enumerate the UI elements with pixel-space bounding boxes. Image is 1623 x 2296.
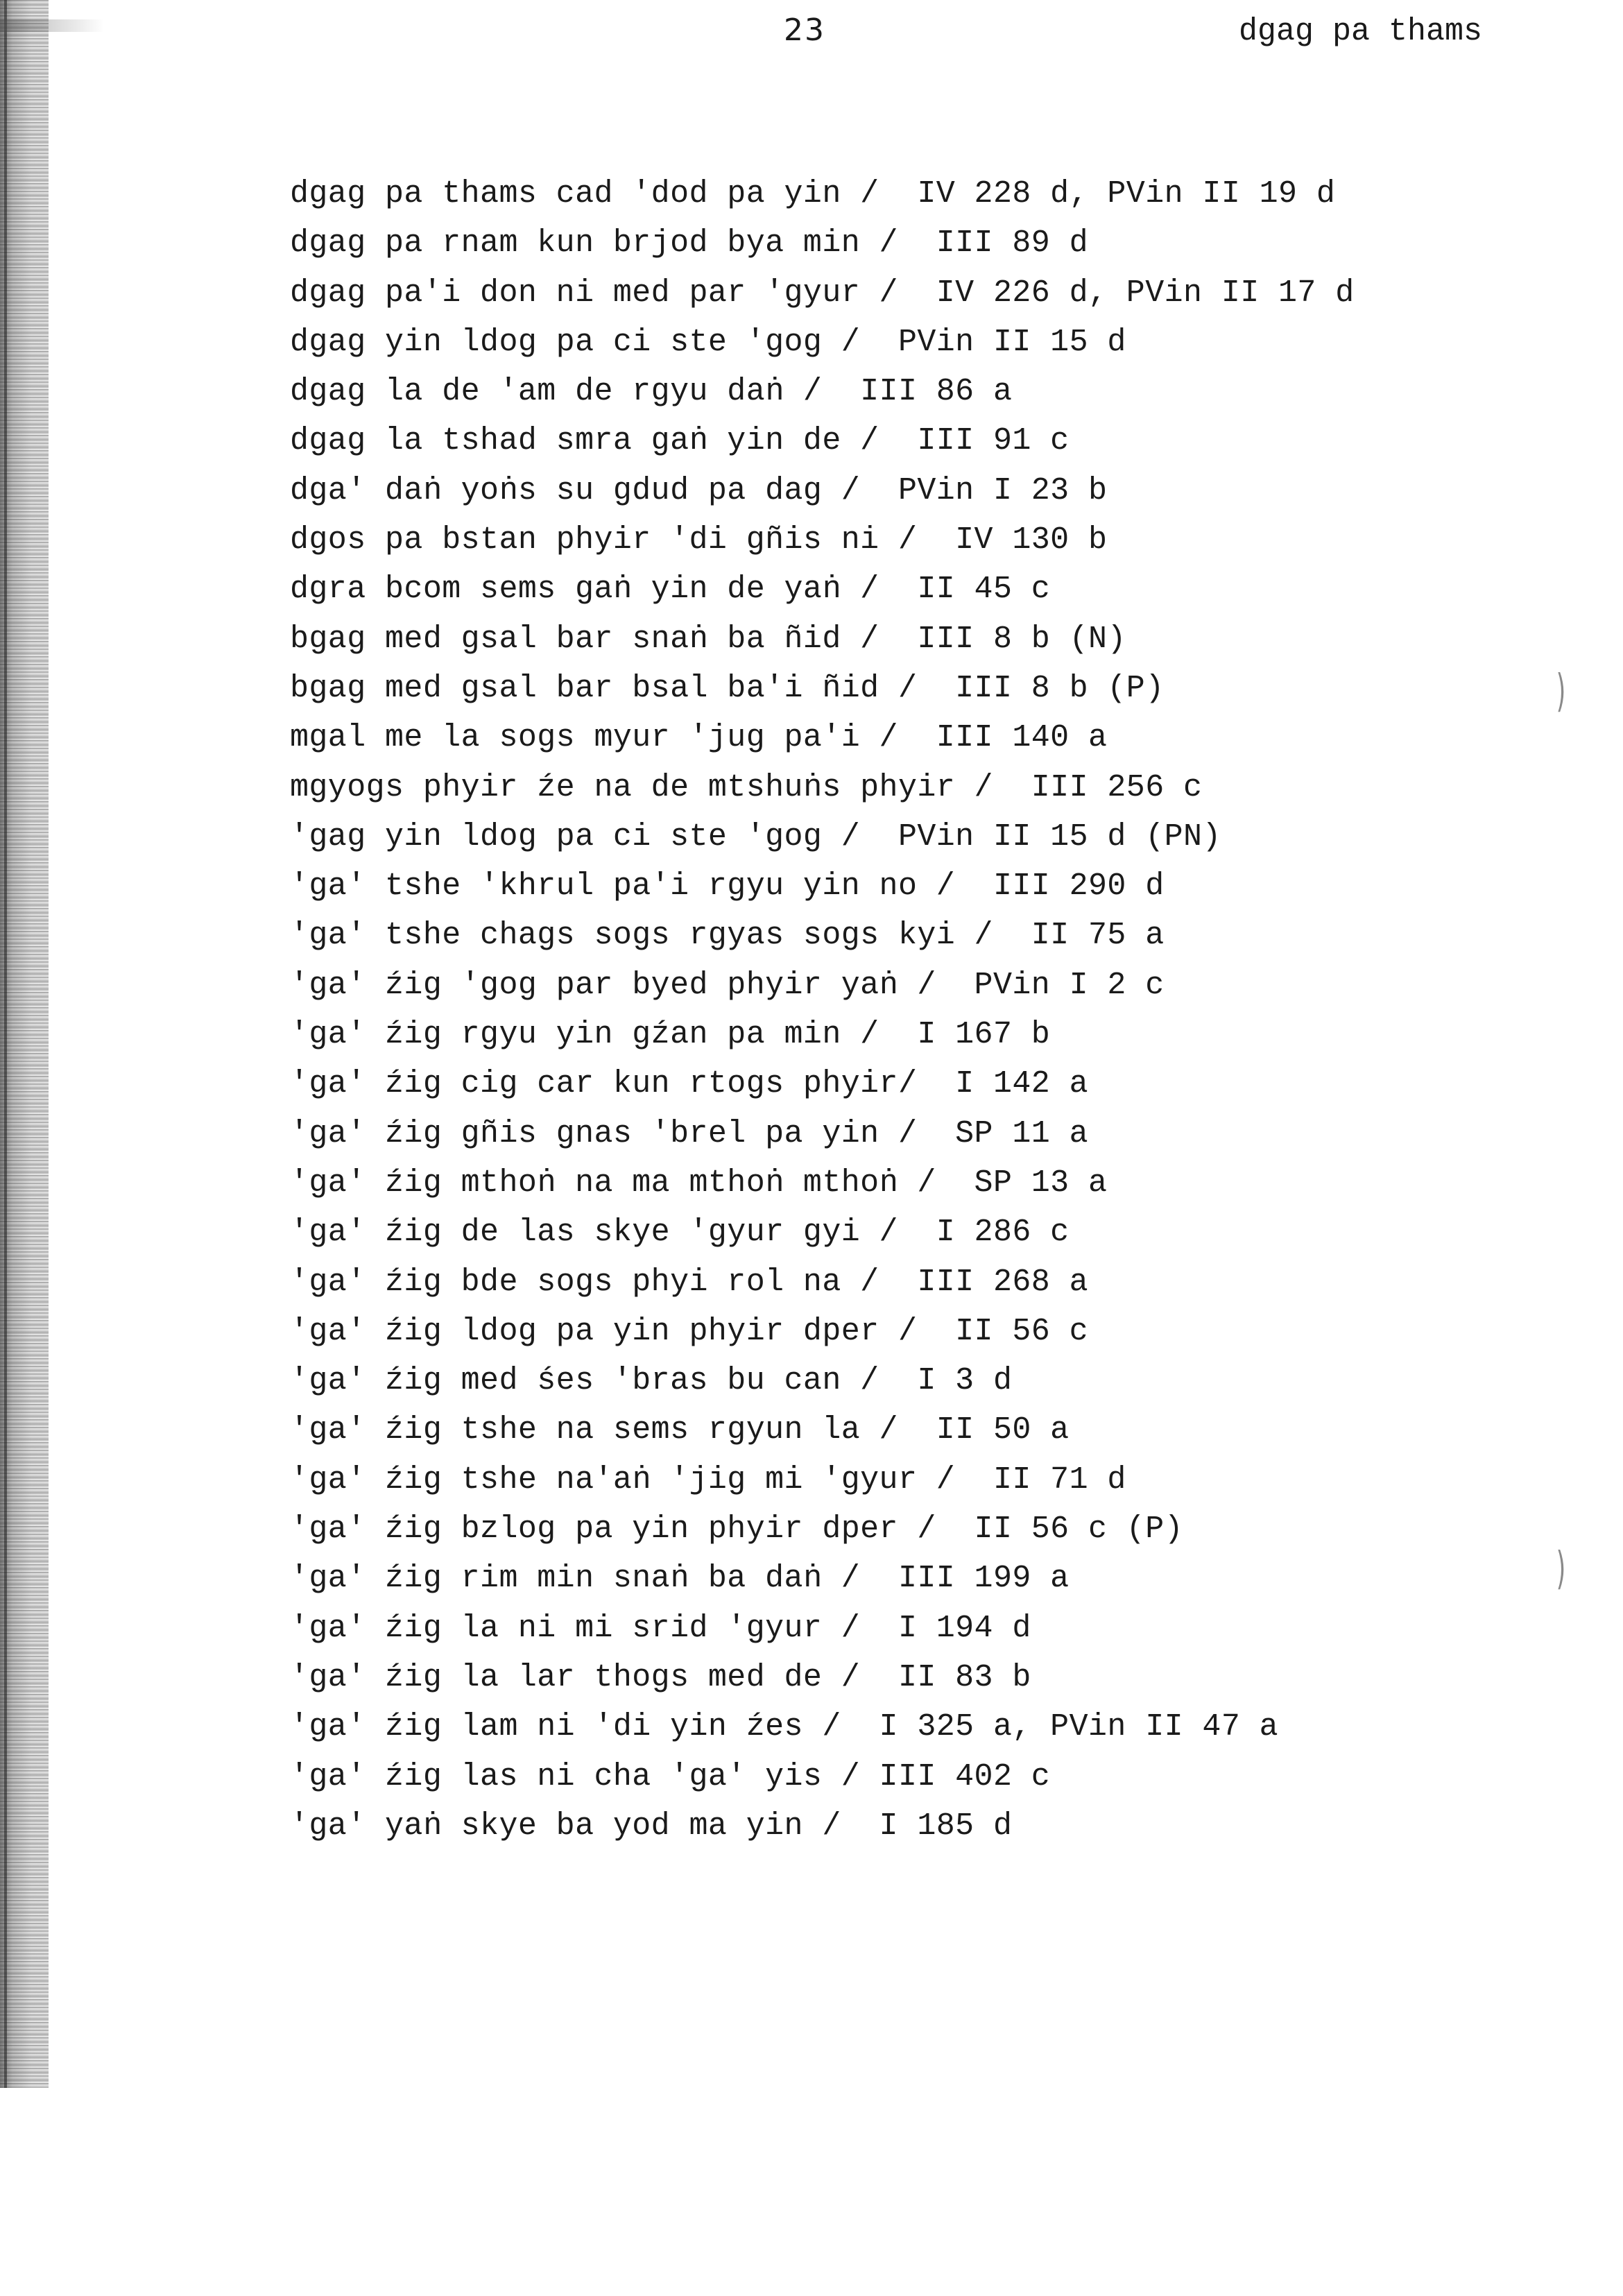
index-entry: dgag yin ldog pa ci ste 'gog / PVin II 15 d [290, 324, 1126, 360]
scan-edge-shadow [0, 0, 49, 2088]
index-entry: dgag pa rnam kun brjod bya min / III 89 d [290, 225, 1088, 262]
index-entry: 'ga' yaṅ skye ba yod ma yin / I 185 d [290, 1808, 1013, 1844]
page-number: 23 [784, 12, 825, 48]
index-entry: dgra bcom sems gaṅ yin de yaṅ / II 45 c [290, 572, 1051, 608]
index-entry: 'ga' tshe chags sogs rgyas sogs kyi / II 75 a [290, 918, 1165, 954]
scan-edge-mark [0, 19, 104, 32]
index-entry: 'ga' źig med śes 'bras bu can / I 3 d [290, 1363, 1013, 1399]
index-entry: 'ga' źig la lar thogs med de / II 83 b [290, 1659, 1031, 1695]
index-entry: 'ga' źig la ni mi srid 'gyur / I 194 d [290, 1610, 1031, 1646]
index-entry: 'ga' tshe 'khrul pa'i rgyu yin no / III 290 d [290, 868, 1165, 905]
index-entry: bgag med gsal bar snaṅ ba ñid / III 8 b (N) [290, 621, 1126, 657]
verse-index-list [290, 172, 1355, 1853]
index-entry: bgag med gsal bar bsal ba'i ñid / III 8 b (P) [290, 670, 1165, 706]
index-entry: dgag pa'i don ni med par 'gyur / IV 226 d, PVin II 17 d [290, 275, 1355, 311]
index-entry: 'ga' źig bzlog pa yin phyir dper / II 56 c (P) [290, 1511, 1184, 1548]
index-entry: 'ga' źig mthoṅ na ma mthoṅ mthoṅ / SP 13 a [290, 1165, 1108, 1201]
index-entry: 'ga' źig rim min snaṅ ba daṅ / III 199 a [290, 1561, 1070, 1597]
index-entry: 'ga' źig 'gog par byed phyir yaṅ / PVin I 2 c [290, 967, 1165, 1003]
index-entry: mgyogs phyir źe na de mtshuṅs phyir / III 256 c [290, 769, 1203, 805]
margin-bracket-mark: ) [1556, 1543, 1566, 1595]
index-entry: 'ga' źig tshe na sems rgyun la / II 50 a [290, 1412, 1070, 1448]
margin-bracket-mark: ) [1556, 666, 1566, 717]
index-entry: 'ga' źig cig car kun rtogs phyir/ I 142 a [290, 1066, 1088, 1102]
index-entry: 'ga' źig las ni cha 'ga' yis / III 402 c [290, 1758, 1051, 1794]
index-entry: dgag la tshad smra gaṅ yin de / III 91 c [290, 423, 1070, 459]
index-entry: 'ga' źig rgyu yin gźan pa min / I 167 b [290, 1017, 1051, 1053]
index-entry: 'ga' źig ldog pa yin phyir dper / II 56 c [290, 1313, 1088, 1349]
index-entry: dgag pa thams cad 'dod pa yin / IV 228 d, PVin II 19 d [290, 176, 1336, 212]
running-head: dgag pa thams [1239, 14, 1483, 49]
index-entry: 'ga' źig de las skye 'gyur gyi / I 286 c [290, 1215, 1070, 1251]
index-entry: 'ga' źig tshe na'aṅ 'jig mi 'gyur / II 71 d [290, 1462, 1126, 1498]
index-entry: 'ga' źig gñis gnas 'brel pa yin / SP 11 a [290, 1115, 1088, 1151]
index-entry: dga' daṅ yoṅs su gdud pa dag / PVin I 23 b [290, 472, 1108, 508]
index-entry: 'ga' źig lam ni 'di yin źes / I 325 a, PVin II 47 a [290, 1709, 1279, 1745]
index-entry: 'gag yin ldog pa ci ste 'gog / PVin II 15 d (PN) [290, 819, 1221, 855]
index-entry: mgal me la sogs myur 'jug pa'i / III 140 a [290, 720, 1108, 756]
index-entry: dgag la de 'am de rgyu daṅ / III 86 a [290, 374, 1013, 410]
index-entry: dgos pa bstan phyir 'di gñis ni / IV 130 b [290, 522, 1108, 558]
index-entry: 'ga' źig bde sogs phyi rol na / III 268 a [290, 1264, 1088, 1300]
